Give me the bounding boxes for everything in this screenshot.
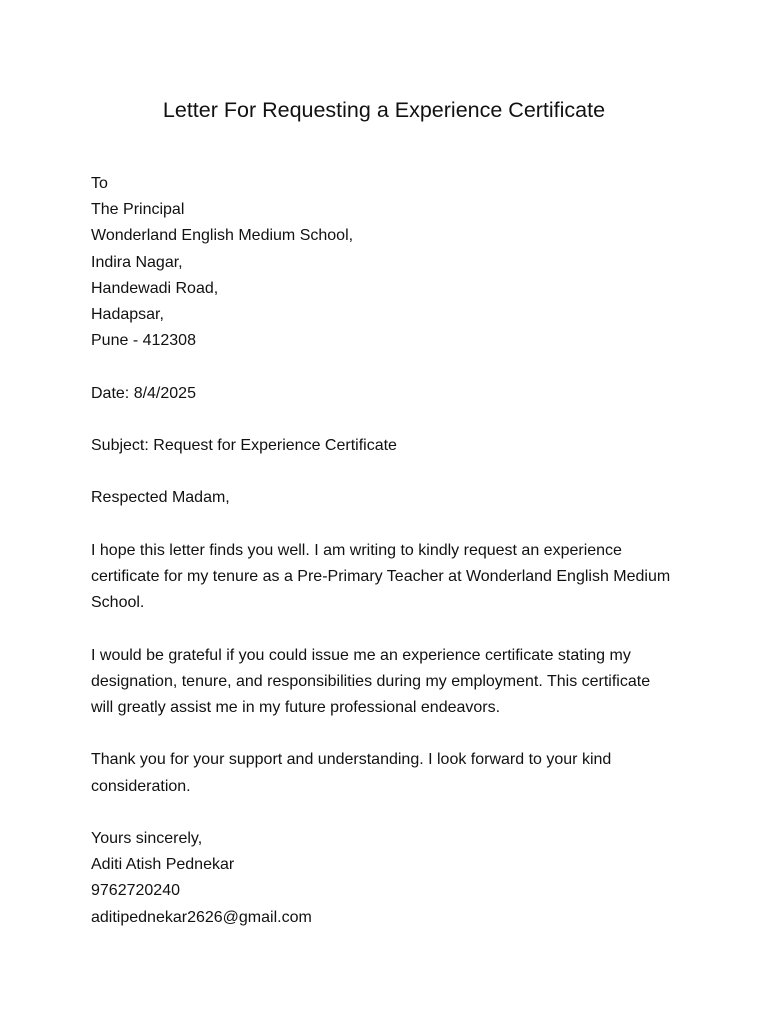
paragraph-line: I hope this letter finds you well. I am writing to kindly request an experience <box>91 541 622 559</box>
signer-email: aditipednekar2626@gmail.com <box>91 908 312 926</box>
paragraph-line: I would be grateful if you could issue me an experience certificate stating my <box>91 646 631 664</box>
signer-name: Aditi Atish Pednekar <box>91 856 235 874</box>
address-to: To <box>91 175 108 192</box>
recipient-address <box>91 171 691 354</box>
paragraph-line: Thank you for your support and understanding. I look forward to your kind <box>91 751 612 769</box>
letter-subject: Subject: Request for Experience Certificate <box>91 437 397 454</box>
letter-date: Date: 8/4/2025 <box>91 384 196 402</box>
body-paragraph <box>91 747 691 799</box>
address-line: Pune - 412308 <box>91 332 196 350</box>
paragraph-line: designation, tenure, and responsibilities during my employment. This certificate <box>91 672 651 690</box>
address-line: Handewadi Road, <box>91 279 219 297</box>
letter-salutation: Respected Madam, <box>91 489 230 507</box>
address-line: Wonderland English Medium School, <box>91 227 354 245</box>
address-line: The Principal <box>91 201 185 219</box>
document-title: Letter For Requesting a Experience Certificate <box>162 98 606 122</box>
paragraph-line: certificate for my tenure as a Pre-Primary Teacher at Wonderland English Medium <box>91 567 671 585</box>
paragraph-line: School. <box>91 594 145 612</box>
body-paragraph <box>91 643 691 722</box>
address-line: Indira Nagar, <box>91 253 183 271</box>
paragraph-line: consideration. <box>91 777 191 795</box>
body-paragraph <box>91 538 691 617</box>
paragraph-line: will greatly assist me in my future professional endeavors. <box>91 698 501 716</box>
signature-block <box>91 826 691 931</box>
letter-body <box>91 171 691 931</box>
letter-closing: Yours sincerely, <box>91 829 203 847</box>
address-line: Hadapsar, <box>91 306 164 324</box>
signer-phone: 9762720240 <box>91 882 180 900</box>
